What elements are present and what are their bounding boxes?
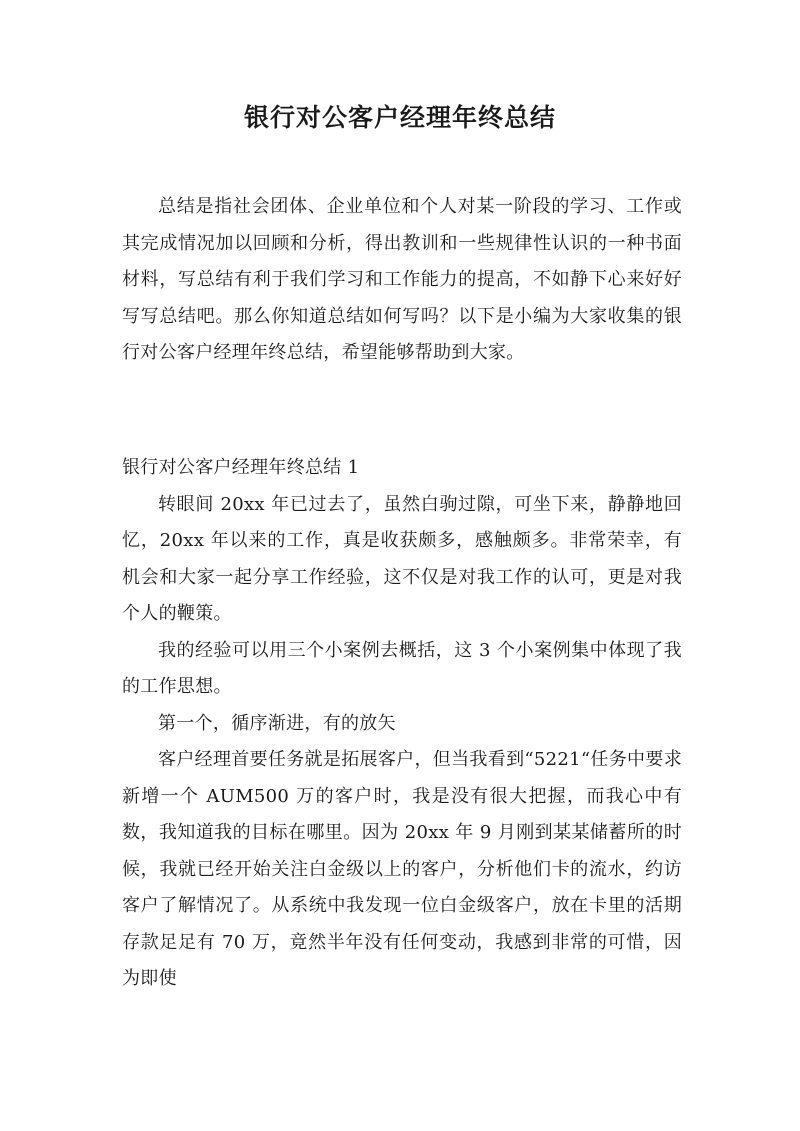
body-paragraph: 客户经理首要任务就是拓展客户，但当我看到“5221“任务中要求新增一个 AUM500 万的客户时，我是没有很大把握，而我心中有数，我知道我的目标在哪里。因为 20xx 年 9 月刚到某某储蓄所的时候，我就已经开始关注白金级以上的客户，分析他们卡的流水，约访客户了解情况了。从系统中我发现一位白金级客户，放在卡里的活期存款足足有 70 万，竟然半年没有任何变动，我感到非常的可惜，因为即使 <box>122 749 682 989</box>
subheading-paragraph: 第一个，循序渐进，有的放矢 <box>158 712 396 734</box>
section-heading: 银行对公客户经理年终总结 1 <box>122 457 360 478</box>
section-block <box>122 450 682 998</box>
document-title: 银行对公客户经理年终总结 <box>243 103 556 132</box>
intro-paragraph: 总结是指社会团体、企业单位和个人对某一阶段的学习、工作或其完成情况加以回顾和分析，得出教训和一些规律性认识的一种书面材料，写总结有利于我们学习和工作能力的提高，不如静下心来好好写写总结吧。那么你知道总结如何写吗？以下是小编为大家收集的银行对公客户经理年终总结，希望能够帮助到大家。 <box>122 196 682 363</box>
intro-block <box>122 189 682 372</box>
body-paragraph: 转眼间 20xx 年已过去了，虽然白驹过隙，可坐下来，静静地回忆，20xx 年以来的工作，真是收获颇多，感触颇多。非常荣幸，有机会和大家一起分享工作经验，这不仅是对我工作的认可，更是对我个人的鞭策。 <box>122 493 682 624</box>
body-paragraph: 我的经验可以用三个小案例去概括，这 3 个小案例集中体现了我的工作思想。 <box>122 639 682 697</box>
